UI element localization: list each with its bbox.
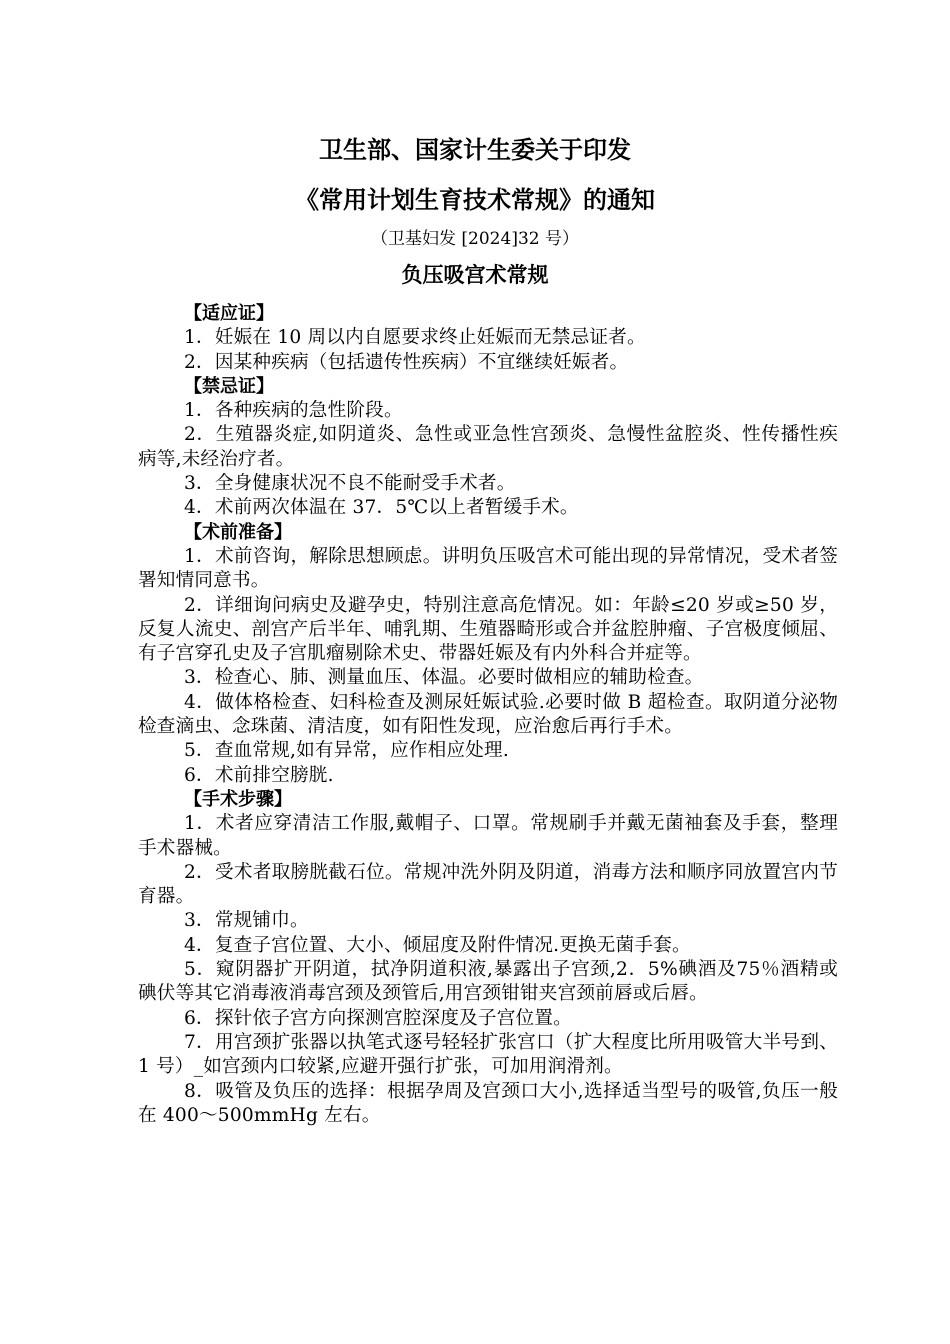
contraindication-item: 4．术前两次体温在 37．5℃以上者暂缓手术。 bbox=[184, 497, 579, 519]
procedure-step: 3．常规铺巾。 bbox=[184, 910, 309, 932]
preparation-item: 1．术前咨询，解除思想顾虑。讲明负压吸宫术可能出现的异常情况，受术者签署知情同意书。 bbox=[138, 545, 838, 592]
procedure-step: 6．探针依子宫方向探测宫腔深度及子宫位置。 bbox=[184, 1007, 572, 1029]
contraindication-item: 1．各种疾病的急性阶段。 bbox=[184, 400, 403, 422]
procedure-step: 5．窥阴器扩开阴道，拭净阴道积液,暴露出子宫颈,2．5%碘酒及75％酒精或碘伏等其它消毒液消毒宫颈及颈管后,用宫颈钳钳夹宫颈前唇或后唇。 bbox=[138, 959, 838, 1005]
preparation-item: 5．查血常规,如有异常，应作相应处理. bbox=[184, 740, 509, 762]
preparation-item: 4．做体格检查、妇科检查及测尿妊娠试验.必要时做 B 超检查。取阴道分泌物检查滴虫、念珠菌、清洁度，如有阳性发现，应治愈后再行手术。 bbox=[138, 691, 838, 738]
contraindication-item: 3．全身健康状况不良不能耐受手术者。 bbox=[184, 473, 516, 495]
section-heading-preparation: 【术前准备】 bbox=[184, 521, 292, 543]
procedure-step: 4．复查子宫位置、大小、倾屈度及附件情况.更换无菌手套。 bbox=[184, 934, 691, 956]
document-number: （卫基妇发 [2024]32 号） bbox=[371, 229, 579, 249]
procedure-step: 1．术者应穿清洁工作服,戴帽子、口罩。常规刷手并戴无菌袖套及手套，整理手术器械。 bbox=[138, 813, 838, 859]
procedure-step: 2．受术者取膀胱截石位。常规冲洗外阴及阴道，消毒方法和顺序同放置宫内节育器。 bbox=[138, 861, 838, 908]
indication-item: 2．因某种疾病（包括遗传性疾病）不宜继续妊娠者。 bbox=[184, 351, 629, 373]
procedure-title: 负压吸宫术常规 bbox=[401, 263, 549, 287]
section-heading-procedure: 【手术步骤】 bbox=[184, 788, 292, 810]
section-heading-contraindications: 【禁忌证】 bbox=[184, 375, 274, 397]
preparation-item: 3．检查心、肺、测量血压、体温。必要时做相应的辅助检查。 bbox=[184, 667, 704, 689]
preparation-item: 6．术前排空膀胱. bbox=[184, 764, 334, 786]
procedure-step: 8．吸管及负压的选择：根据孕周及宫颈口大小,选择适当型号的吸管,负压一般在 400～500mmHg 左右。 bbox=[138, 1080, 838, 1126]
contraindication-item: 2．生殖器炎症,如阴道炎、急性或亚急性宫颈炎、急慢性盆腔炎、性传播性疾病等,未经治疗者。 bbox=[138, 424, 838, 470]
notice-title-line-2: 《常用计划生育技术常规》的通知 bbox=[295, 186, 655, 214]
procedure-step: 7．用宫颈扩张器以执笔式逐号轻轻扩张宫口（扩大程度比所用吸管大半号到、1 号）_如宫颈内口较紧,应避开强行扩张，可加用润滑剂。 bbox=[138, 1031, 838, 1078]
section-heading-indications: 【适应证】 bbox=[184, 303, 274, 324]
preparation-item: 2．详细询问病史及避孕史，特别注意高危情况。如：年龄≤20 岁或≥50 岁，反复人流史、剖宫产后半年、哺乳期、生殖器畸形或合并盆腔肿瘤、子宫极度倾屈、有子宫穿孔史及子宫肌瘤剔除术史、带器妊娠及有内外科合并症等。 bbox=[138, 594, 838, 665]
document-body bbox=[138, 302, 838, 1128]
indication-item: 1．妊娠在 10 周以内自愿要求终止妊娠而无禁忌证者。 bbox=[184, 327, 646, 349]
notice-title-line-1: 卫生部、国家计生委关于印发 bbox=[319, 136, 631, 164]
